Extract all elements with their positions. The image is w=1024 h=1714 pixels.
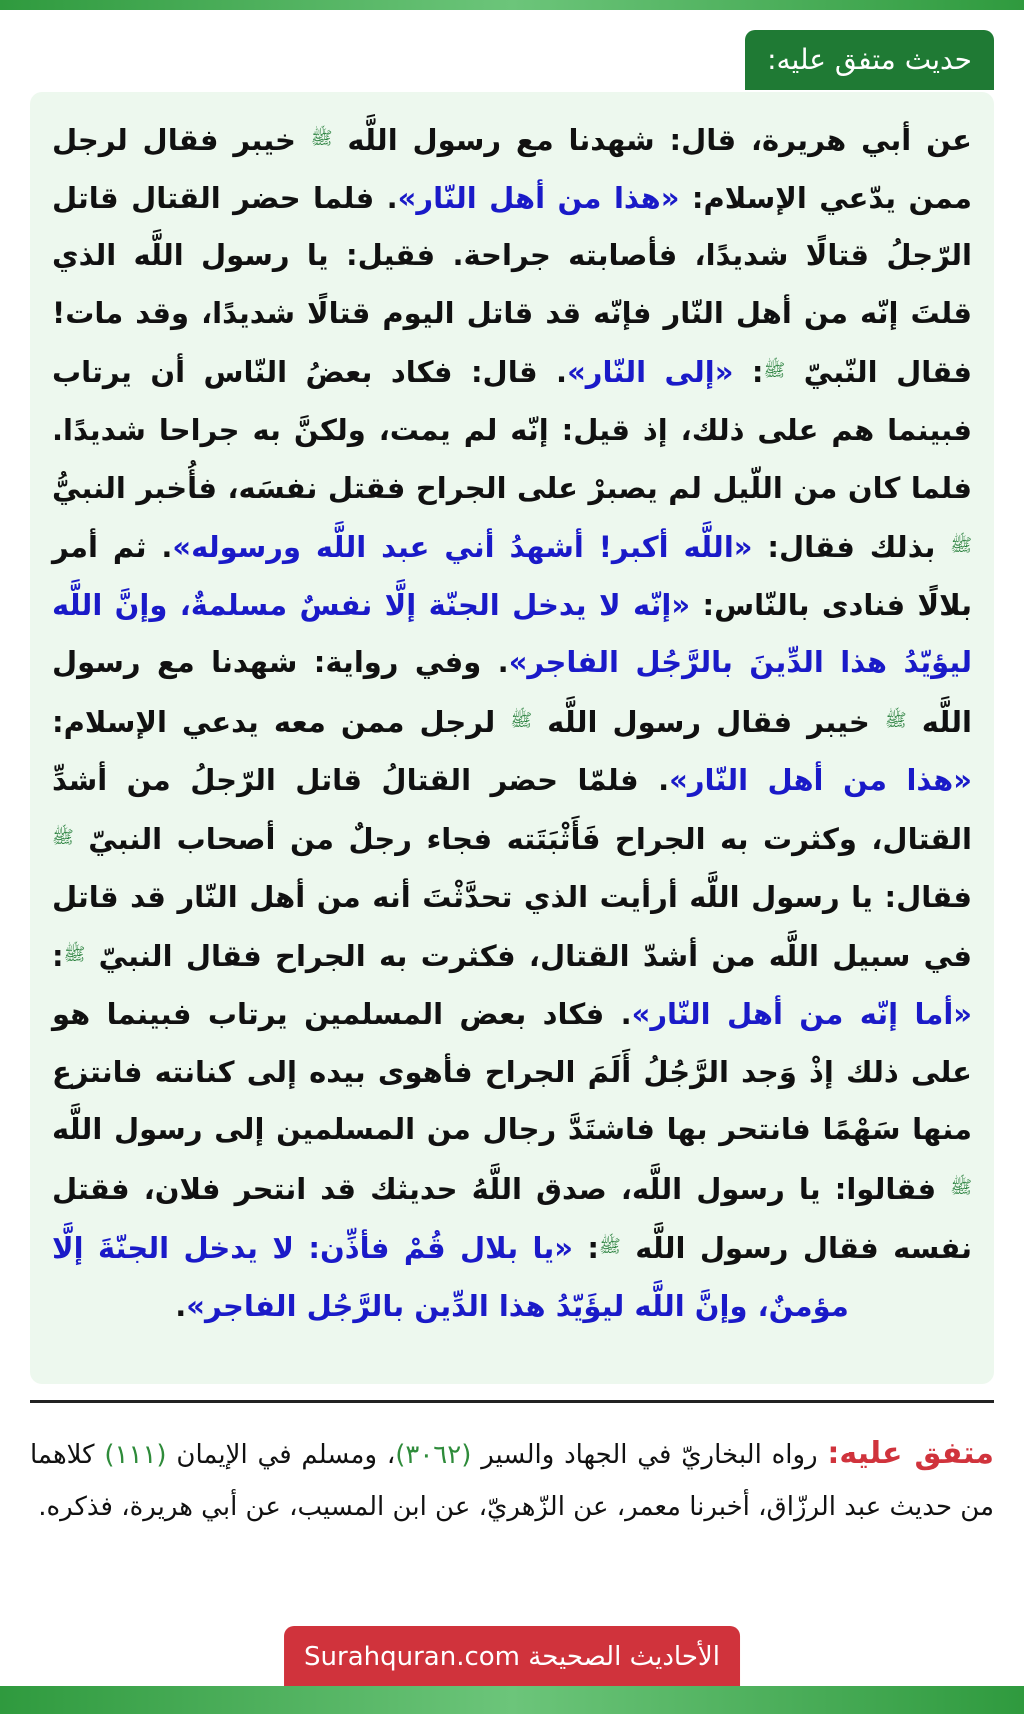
salutation-icon: ﷺ: [63, 944, 86, 966]
top-decor-bar: [0, 0, 1024, 10]
source-reference: [30, 1428, 994, 1533]
source-text: ، ومسلم في الإيمان: [166, 1440, 396, 1470]
divider: [30, 1400, 994, 1403]
narration-text: . وفي رواية: شهدنا مع رسول اللَّه: [52, 645, 972, 739]
prophet-quote: «إلى النّار»: [567, 355, 734, 390]
narration-text: . فلما حضر القتال قاتل الرّجلُ قتالًا شديدًا، فأصابته جراحة. فقيل: يا رسول اللَّه الذي قلتَ إنّه من أهل النّار فإنّه قد قاتل اليوم قتالًا شديدًا، وقد مات! فقال النّبيّ: [52, 180, 972, 390]
source-text: كلاهما من حديث عبد الرزّاق، أخبرنا معمر، عن الزّهريّ، عن ابن المسيب، عن أبي هريرة، فذكره.: [30, 1440, 994, 1522]
narration-text: . فكاد بعض المسلمين يرتاب فبينما هو على ذلك إذْ وَجد الرَّجُلُ أَلَمَ الجراح فأهوى بيده إلى كنانته فانتزع منها سَهْمًا فانتحر بها فاشتَدَّ رجال من المسلمين إلى رسول اللَّه: [52, 996, 972, 1147]
prophet-quote: «هذا من أهل النّار»: [669, 762, 973, 797]
salutation-icon: ﷺ: [950, 1176, 972, 1198]
narration-text: خيبر فقال لرجل ممن يدّعي الإسلام:: [52, 123, 972, 215]
narration-text: :: [733, 355, 764, 390]
salutation-icon: ﷺ: [950, 535, 972, 557]
prophet-quote: «إنّه لا يدخل الجنّة إلَّا نفسٌ مسلمةٌ، وإنَّ اللَّه ليؤيّدُ هذا الدِّينَ بالرَّجُل الفاجر»: [52, 587, 973, 680]
source-title: متفق عليه:: [827, 1436, 994, 1471]
narration-text: فقال: يا رسول اللَّه أرأيت الذي تحدَّثْتَ أنه من أهل النّار قد قاتل في سبيل اللَّه من أشدّ القتال، فكثرت به الجراح فقال النبيّ: [52, 879, 972, 974]
salutation-icon: ﷺ: [52, 827, 74, 849]
narration-text: فقالوا: يا رسول اللَّه، صدق اللَّهُ حديثك قد انتحر فلان، فقتل نفسه فقال رسول اللَّه: [52, 1171, 973, 1266]
site-badge[interactable]: الأحاديث الصحيحة Surahquran.com: [284, 1626, 740, 1688]
narration-text: . قال: فكاد بعضُ النّاس أن يرتاب فبينما هم على ذلك، إذ قيل: إنّه لم يمت، ولكنَّ به جراحا شديدًا. فلما كان من اللّيل لم يصبرْ على الجراح فقتل نفسَه، فأُخبر النبيُّ: [52, 355, 972, 505]
prophet-quote: «يا بلال قُمْ فأذِّن: لا يدخل الجنّةَ إلَّا مؤمنٌ، وإنَّ اللَّه ليؤَيّدُ هذا الدِّين بالرَّجُل الفاجر»: [52, 1231, 849, 1323]
salutation-icon: ﷺ: [884, 709, 907, 731]
narration-text: عن أبي هريرة، قال: شهدنا مع رسول اللَّه: [332, 123, 972, 157]
hadith-text: [52, 110, 972, 1335]
salutation-icon: ﷺ: [763, 360, 786, 382]
narration-text: خيبر فقال رسول اللَّه: [532, 704, 885, 739]
bottom-decor-bar: [0, 1686, 1024, 1714]
hadith-box: [30, 92, 994, 1384]
narration-text: :: [52, 939, 64, 974]
source-number: (٣٠٦٢): [395, 1440, 472, 1470]
prophet-quote: «أما إنّه من أهل النّار»: [631, 996, 972, 1031]
salutation-icon: ﷺ: [599, 1236, 621, 1258]
salutation-icon: ﷺ: [310, 128, 333, 149]
narration-text: بذلك فقال:: [752, 530, 951, 565]
narration-text: .: [175, 1288, 187, 1323]
narration-text: :: [573, 1231, 600, 1266]
salutation-icon: ﷺ: [510, 709, 533, 731]
narration-text: . فلمّا حضر القتالُ قاتل الرّجلُ من أشدِّ القتال، وكثرت به الجراح فَأَثْبَتَته فجاء رجلٌ من أصحاب النبيّ: [52, 762, 972, 857]
prophet-quote: «اللَّه أكبر! أشهدُ أني عبد اللَّه ورسوله»: [172, 530, 753, 565]
source-number: (١١١): [104, 1440, 167, 1470]
source-text: رواه البخاريّ في الجهاد والسير: [471, 1440, 828, 1470]
narration-text: لرجل ممن معه يدعي الإسلام:: [52, 704, 511, 739]
hadith-type-label: حديث متفق عليه:: [745, 30, 994, 90]
narration-text: . ثم أمر بلالًا فنادى بالنّاس:: [52, 530, 972, 622]
prophet-quote: «هذا من أهل النّار»: [397, 180, 680, 215]
